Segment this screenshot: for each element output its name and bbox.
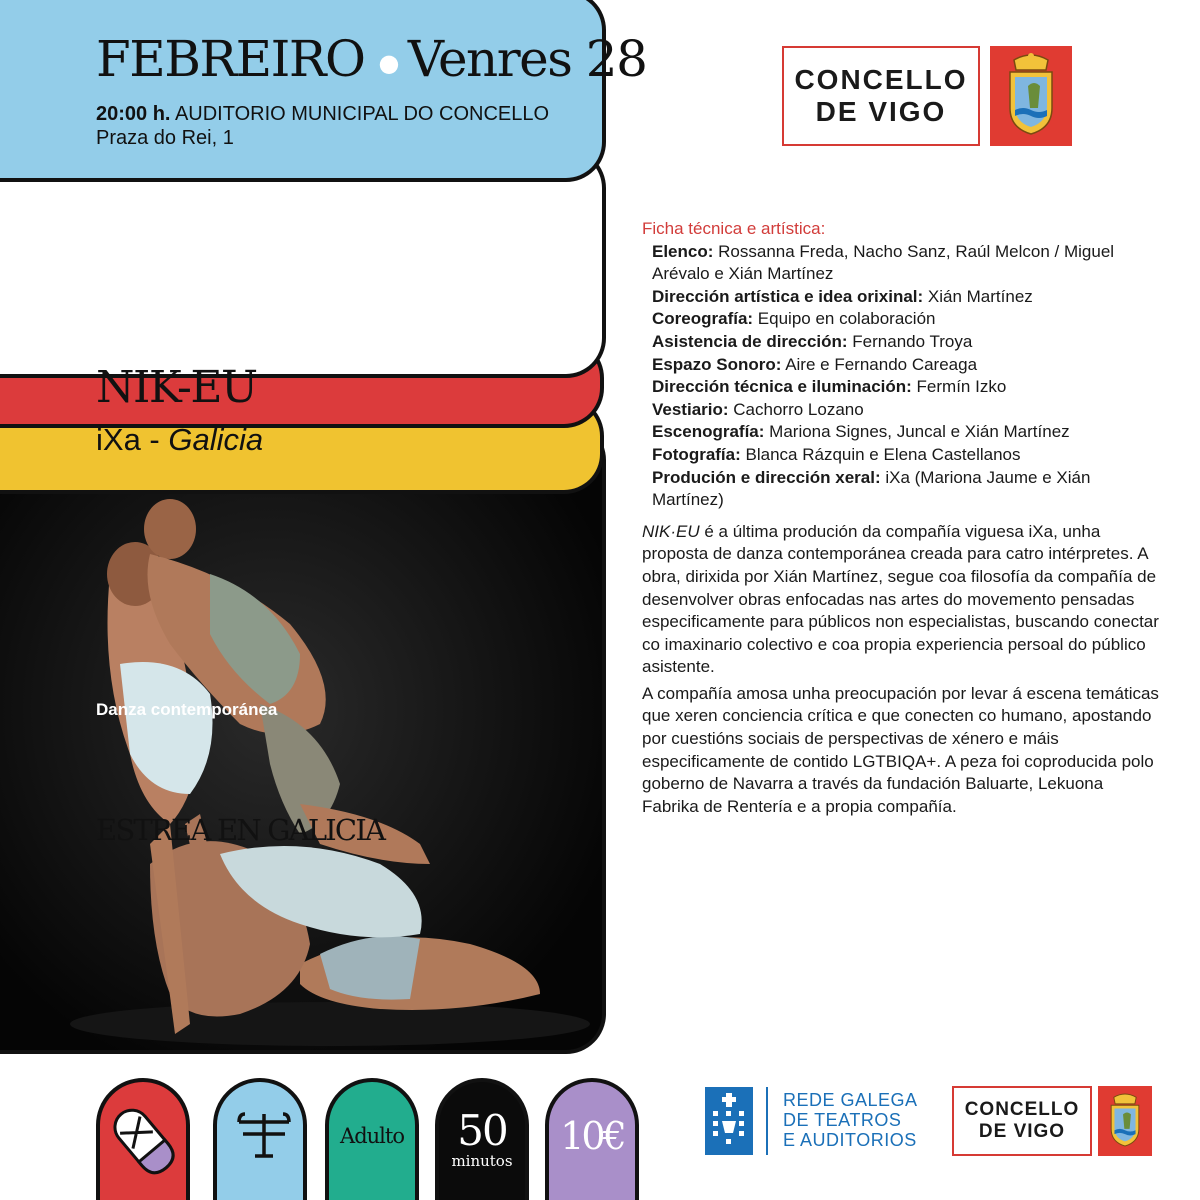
event-month: FEBREIRO: [96, 30, 365, 88]
company-line: [96, 422, 263, 458]
event-date: [96, 30, 646, 88]
credit-item: Escenografía: Mariona Signes, Juncal e Xián Martínez: [652, 422, 1070, 442]
logo-wordmark: [782, 46, 980, 146]
date-band: [0, 0, 647, 182]
vigo-crest-icon: [990, 46, 1072, 146]
company-origin: Galicia: [168, 422, 264, 457]
theatre-badge: [213, 1078, 307, 1200]
dancers-illustration: [0, 424, 606, 1054]
credit-item: Elenco: Rossanna Freda, Nacho Sanz, Raúl Melcon / Miguel Arévalo e Xián Martínez: [652, 241, 1115, 284]
concello-de-vigo-logo: [782, 46, 1072, 146]
dot-separator-icon: ●: [378, 49, 398, 77]
network-line-3: E AUDITORIOS: [783, 1130, 917, 1150]
premiere-label: ESTREA EN GALICIA: [96, 813, 385, 847]
ballet-shoe-badge: [96, 1078, 190, 1200]
credit-item: Fotografía: Blanca Rázquin e Elena Castellanos: [652, 444, 1021, 464]
credit-item: Asistencia de dirección: Fernando Troya: [652, 331, 973, 351]
credit-item: Vestiario: Cachorro Lozano: [652, 399, 864, 419]
credit-item: Dirección técnica e iluminación: Fermín Izko: [652, 377, 1007, 397]
show-title: NIK-EU: [96, 362, 257, 413]
xunta-emblem-icon: [705, 1087, 753, 1155]
info-column: [642, 218, 1162, 818]
event-card-stack: [0, 0, 647, 1056]
description-paragraph-2: A compañía amosa unha preocupación por levar á escena temáticas que xeren conciencia crítica e que conecten co humano, apostando por cuestións sociais de perspectivas de xénero e máis especificamente de contido LGTBIQA+. A peza foi coproducida polo goberno de Navarra a través da fundación Baluarte, Lekuona Fabrika de Rentería e a propia compañía.: [642, 683, 1159, 816]
audience-badge: [325, 1078, 419, 1200]
network-line-1: REDE GALEGA: [783, 1090, 918, 1110]
company-name: iXa -: [96, 422, 169, 457]
credit-item: Espazo Sonoro: Aire e Fernando Careaga: [652, 354, 978, 374]
duration-badge: [435, 1078, 529, 1200]
credit-item: Produción e dirección xeral: iXa (Mariona Jaume e Xián Martínez): [652, 467, 1091, 510]
venue-name: AUDITORIO MUNICIPAL DO CONCELLO: [174, 103, 550, 125]
logo-wordmark: [952, 1086, 1092, 1156]
duration-value: 50: [457, 1106, 507, 1155]
event-address: Praza do Rei, 1: [96, 127, 234, 149]
credits-heading: Ficha técnica e artística:: [642, 219, 826, 238]
concello-de-vigo-logo-small: [952, 1086, 1152, 1156]
description-paragraph-1: NIK·EU é a última produción da compañía viguesa iXa, unha proposta de danza contemporánea creada para catro intérpretes. A obra, dirixida por Xián Martínez, segue coa filosofía da compañía de desenvolver obras enfocadas nas artes do movemento pensadas especificamente para públicos non especialistas, buscando conectar co imaxinario colectivo e coa propia experiencia persoal do público asistente.: [642, 521, 1159, 677]
price-badge: [545, 1078, 639, 1200]
rede-galega-logo: [783, 1090, 918, 1150]
logo-line-2: DE VIGO: [978, 1121, 1066, 1142]
credit-item: Dirección artística e idea orixinal: Xián Martínez: [652, 286, 1033, 306]
event-day: Venres 28: [407, 30, 647, 88]
title-band: [0, 148, 606, 457]
logo-divider: [766, 1087, 768, 1155]
price-label: 10€: [560, 1114, 624, 1158]
vigo-crest-icon: [1098, 1086, 1152, 1156]
logo-line-2: DE VIGO: [815, 96, 947, 127]
event-time: 20:00 h.: [96, 103, 171, 125]
dance-photo: [0, 420, 606, 1054]
genre-label: Danza contemporánea: [96, 700, 278, 719]
ballet-shoe-icon: [100, 1082, 190, 1200]
network-line-2: DE TEATROS: [783, 1110, 902, 1130]
logo-line-1: CONCELLO: [794, 64, 968, 95]
duration-unit: minutos: [451, 1152, 513, 1170]
audience-label: Adulto: [340, 1124, 404, 1148]
logo-line-1: CONCELLO: [964, 1099, 1080, 1120]
theatre-t-icon: [217, 1082, 307, 1200]
show-title-inline: NIK·EU: [642, 521, 700, 541]
event-venue: [96, 103, 549, 126]
credit-item: Coreografía: Equipo en colaboración: [652, 309, 936, 329]
